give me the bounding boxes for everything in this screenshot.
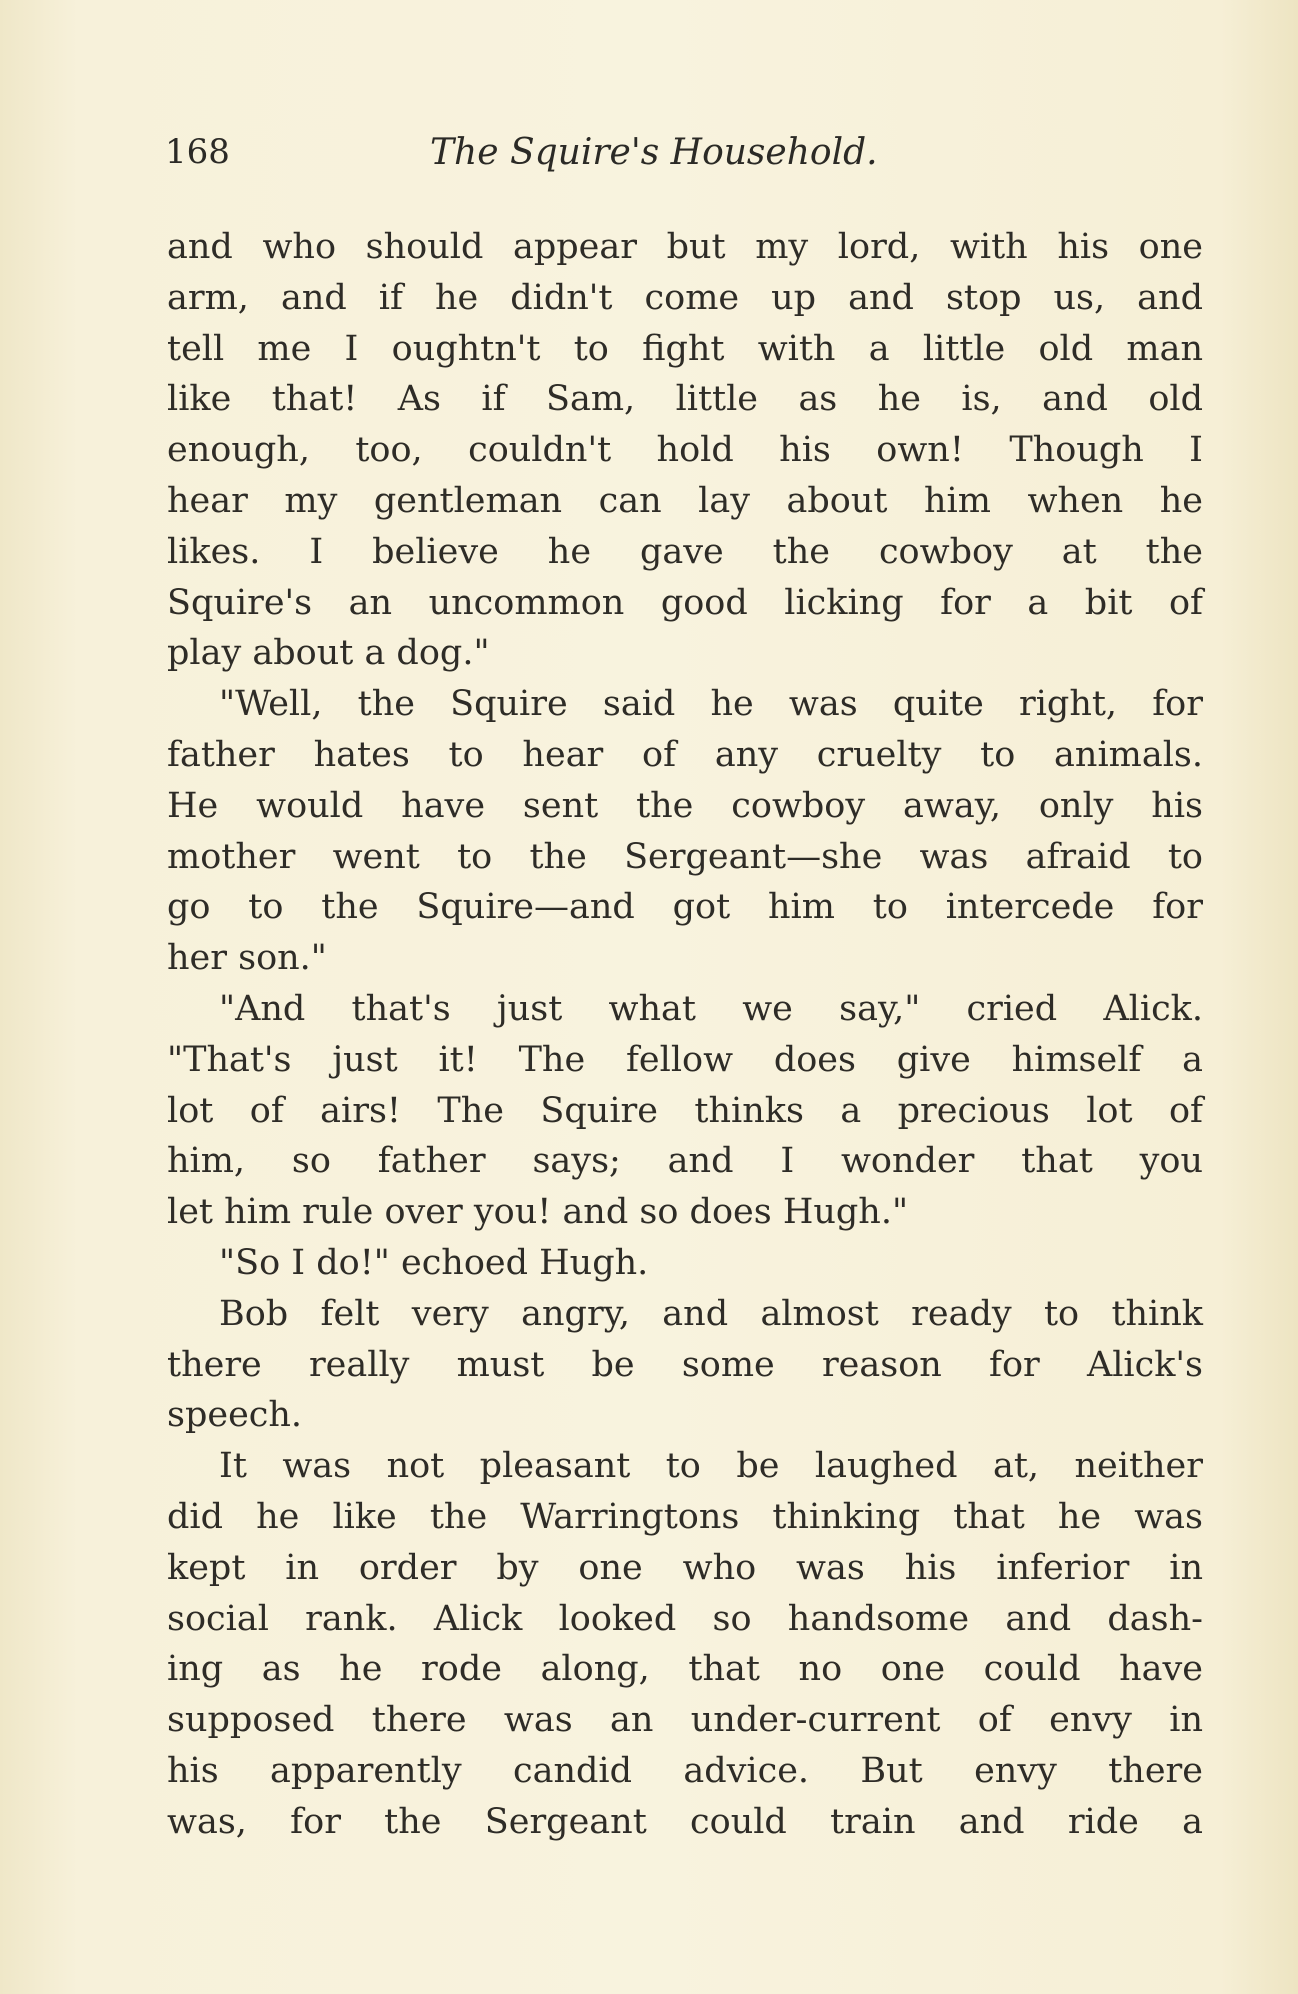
- text-line: mother went to the Sergeant—she was afraid to: [167, 836, 1203, 877]
- text-line: there really must be some reason for Alick's: [167, 1344, 1203, 1385]
- text-line: hear my gentleman can lay about him when he: [167, 480, 1203, 521]
- text-line: father hates to hear of any cruelty to animals.: [167, 734, 1203, 775]
- text-line: supposed there was an under-current of envy in: [167, 1700, 1203, 1741]
- running-title: The Squire's Household.: [430, 132, 878, 173]
- text-line: enough, too, couldn't hold his own! Though I: [167, 430, 1203, 471]
- text-line: let him rule over you! and so does Hugh.": [167, 1192, 909, 1233]
- text-line: did he like the Warringtons thinking that he was: [167, 1496, 1203, 1537]
- text-line: kept in order by one who was his inferior in: [167, 1547, 1203, 1588]
- text-line: arm, and if he didn't come up and stop us, and: [167, 277, 1203, 318]
- text-line: tell me I oughtn't to fight with a little old man: [167, 328, 1203, 369]
- text-line: social rank. Alick looked so handsome and dash-: [167, 1598, 1203, 1639]
- text-line: her son.": [167, 938, 327, 979]
- text-line: lot of airs! The Squire thinks a precious lot of: [167, 1090, 1203, 1131]
- text-line: "Well, the Squire said he was quite right, for: [219, 684, 1203, 725]
- text-line: like that! As if Sam, little as he is, and old: [167, 379, 1203, 420]
- text-line: likes. I believe he gave the cowboy at the: [167, 531, 1203, 572]
- text-line: "That's just it! The fellow does give himself a: [167, 1039, 1203, 1080]
- text-line: him, so father says; and I wonder that you: [167, 1141, 1203, 1182]
- text-line: "So I do!" echoed Hugh.: [219, 1242, 649, 1283]
- page-number: 168: [165, 132, 230, 172]
- text-line: Bob felt very angry, and almost ready to think: [219, 1293, 1203, 1334]
- running-header: [165, 132, 1205, 182]
- text-line: "And that's just what we say," cried Alick.: [219, 988, 1203, 1029]
- text-line: and who should appear but my lord, with his one: [167, 227, 1203, 267]
- text-line: It was not pleasant to be laughed at, neither: [219, 1446, 1203, 1487]
- text-line: He would have sent the cowboy away, only his: [167, 785, 1203, 826]
- body-text: [167, 222, 1203, 1848]
- text-line: speech.: [167, 1395, 303, 1436]
- text-line: play about a dog.": [167, 633, 490, 674]
- text-line: his apparently candid advice. But envy there: [167, 1750, 1203, 1791]
- text-line: was, for the Sergeant could train and ride a: [167, 1801, 1203, 1842]
- text-line: ing as he rode along, that no one could have: [167, 1649, 1203, 1690]
- text-line: go to the Squire—and got him to intercede for: [167, 887, 1203, 928]
- text-line: Squire's an uncommon good licking for a bit of: [167, 582, 1203, 623]
